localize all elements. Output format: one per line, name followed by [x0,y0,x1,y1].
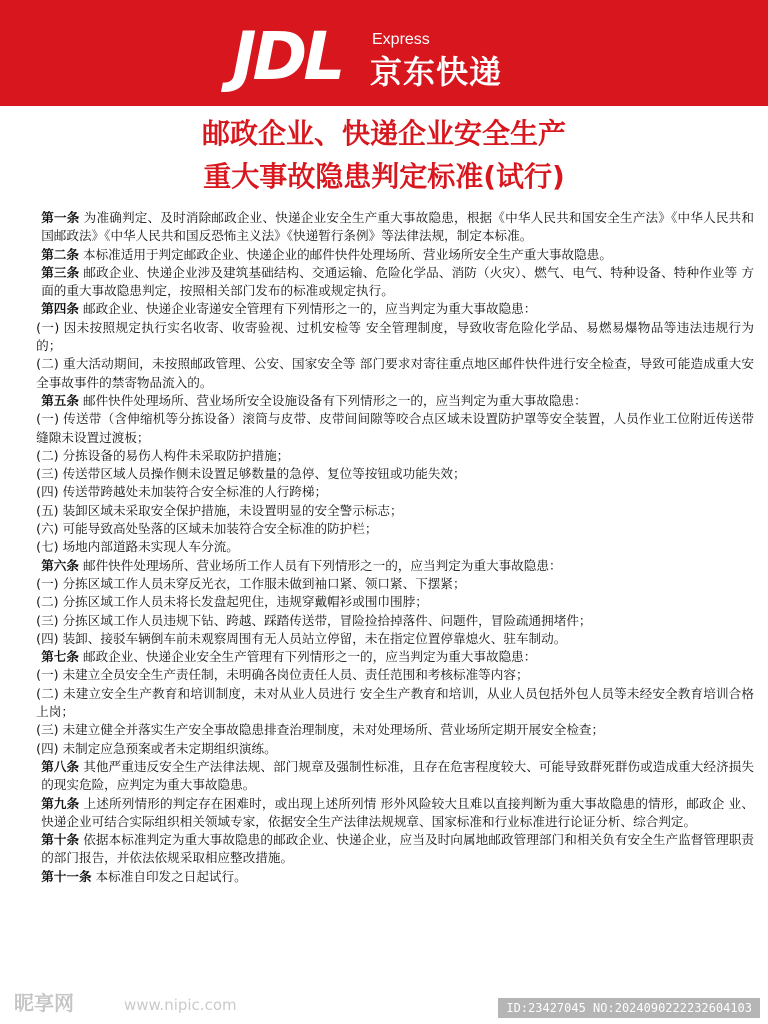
watermark-id: ID:23427045 NO:20240902222326041​03 [498,998,760,1018]
jdl-logo [232,18,542,95]
list-item: (一) 未建立全员安全生产责任制，未明确各岗位责任人员、责任范围和考核标准等内容； [36,667,529,683]
list-item: (三) 未建立健全并落实生产安全事故隐患排查治理制度，未对处理场所、营业场所定期开展安全检查； [36,722,605,738]
list-item: (二) 分拣设备的易伤人构件未采取防护措施； [36,447,290,463]
article-1: 第一条 为准确判定、及时消除邮政企业、快递企业安全生产重大事故隐患，根据《中华人民共和国安全生产法》《中华人民共和国邮政法》《中华人民共和国反恐怖主义法》《快递暂行条例》等法律法规，制定本标准。 [41,210,754,244]
list-item: (四) 未制定应急预案或者未定期组织演练。 [36,740,277,756]
list-item: (二) 分拣区域工作人员未将长发盘起兜住，违规穿戴帽衫或围巾围脖； [36,594,428,610]
logo-express-text: Express [372,31,430,48]
list-item: (六) 可能导致高处坠落的区域未加装符合安全标准的防护栏； [36,521,378,537]
article-5: 第五条 邮件快件处理场所、营业场所安全设施设备有下列情形之一的，应当判定为重大事故隐患： [41,392,587,408]
article-4: 第四条 邮政企业、快递企业寄递安全管理有下列情形之一的，应当判定为重大事故隐患： [41,301,537,317]
list-item: (五) 装卸区域未采取安全保护措施，未设置明显的安全警示标志； [36,502,403,518]
article-9: 第九条 上述所列情形的判定存在困难时，或出现上述所列情 形外风险较大且难以直接判断为重大事故隐患的情形，邮政企 业、快递企业可结合实际组织相关领域专家，依据安全生产法律法规规章、国家标准和行业标准进行论证分析、综合判定。 [41,795,755,829]
title-line-2: 重大事故隐患判定标准(试行) [203,160,565,193]
list-item: (一) 因未按照规定执行实名收寄、收寄验视、过机安检等 安全管理制度，导致收寄危险化学品、易燃易爆物品等违法违规行为的； [36,319,754,354]
article-10: 第十条 依据本标准判定为重大事故隐患的邮政企业、快递企业，应当及时向属地邮政管理部门和相关负有安全生产监督管理职责的部门报告，并依法依规采取相应整改措施。 [41,832,755,866]
article-11: 第十一条 本标准自印发之日起试行。 [41,868,247,884]
title-line-1: 邮政企业、快递企业安全生产 [201,117,566,150]
article-3: 第三条 邮政企业、快递企业涉及建筑基础结构、交通运输、危险化学品、消防（火灾）、燃气、电气、特种设备、特种作业等 方面的重大事故隐患判定，按照相关部门发布的标准或规定执行。 [41,264,754,299]
watermark-url: www.nipic.com [124,996,237,1014]
list-item: (三) 传送带区域人员操作侧未设置足够数量的急停、复位等按钮或功能失效； [36,466,466,482]
list-item: (二) 未建立安全生产教育和培训制度，未对从业人员进行 安全生产教育和培训，从业人员包括外包人员等未经安全教育培训合格上岗； [36,685,754,720]
article-7: 第七条 邮政企业、快递企业安全生产管理有下列情形之一的，应当判定为重大事故隐患： [41,649,537,665]
article-8: 第八条 其他严重违反安全生产法律法规、部门规章及强制性标准，且存在危害程度较大、可能导致群死群伤或造成重大经济损失的现实危险，应判定为重大事故隐患。 [41,758,755,793]
list-item: (一) 传送带（含伸缩机等分拣设备）滚筒与皮带、皮带间间隙等咬合点区域未设置防护罩等安全装置，人员作业工位附近传送带缝隙未设置过渡板； [36,411,754,445]
document-body [16,209,754,886]
list-item: (四) 装卸、接驳车辆倒车前未观察周围有无人员站立停留，未在指定位置停靠熄火、驻车制动。 [36,630,567,646]
article-6: 第六条 邮件快件处理场所、营业场所工作人员有下列情形之一的，应当判定为重大事故隐患： [41,557,562,573]
list-item: (三) 分拣区域工作人员违规下钻、跨越、踩踏传送带，冒险捡拾掉落件、问题件，冒险疏通拥堵件； [36,612,592,628]
list-item: (七) 场地内部道路未实现人车分流。 [36,539,239,555]
list-item: (四) 传送带跨越处未加装符合安全标准的人行跨梯； [36,484,328,500]
logo-jdl-text: JDL [232,18,342,95]
header-banner [0,0,768,106]
logo-cn-name: 京东快递 [370,53,503,91]
watermark-logo: 昵享网 [14,991,74,1015]
list-item: (一) 分拣区域工作人员未穿反光衣，工作服未做到袖口紧、领口紧、下摆紧； [36,575,466,591]
article-2: 第二条 本标准适用于判定邮政企业、快递企业的邮件快件处理场所、营业场所安全生产重大事故隐患。 [41,246,612,262]
list-item: (二) 重大活动期间，未按照邮政管理、公安、国家安全等 部门要求对寄往重点地区邮件快件进行安全检查，导致可能造成重大安全事故事件的禁寄物品流入的。 [36,356,754,390]
